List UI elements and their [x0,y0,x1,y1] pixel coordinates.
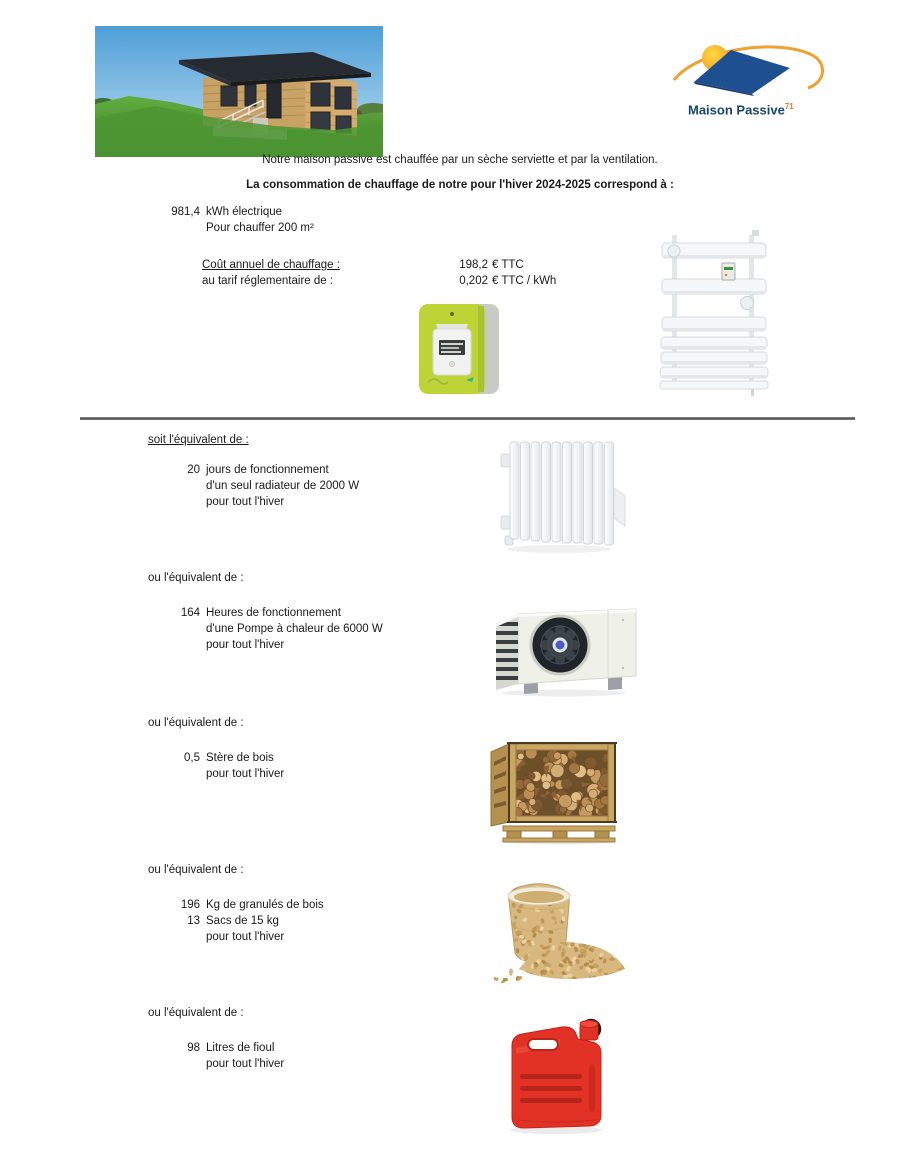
equivalence-text: d'un seul radiateur de 2000 W [206,480,360,492]
consumption-value: 981,4 [171,206,200,218]
equivalence-row [0,750,284,766]
equivalence-row [0,637,383,653]
equivalence-text: Litres de fioul [206,1042,275,1054]
tariff-label: au tarif réglementaire de : [202,275,334,287]
equivalence-text: pour tout l'hiver [206,931,285,943]
towel-radiator [652,227,777,398]
equivalence-rows [0,1040,284,1072]
equivalence-section-radiator [0,432,359,510]
consumption-block [0,204,314,236]
equivalence-rows [0,605,383,653]
heat-pump-image [490,600,640,697]
cost-value: 198,2 [459,259,488,271]
firewood-illustration [483,730,628,845]
equivalence-row [0,913,324,929]
equivalence-rows [0,462,359,510]
heading-line: La consommation de chauffage de notre pour l'hiver 2024-2025 correspond à : [246,179,674,191]
equivalence-row [0,478,359,494]
firewood-image [483,730,628,845]
consumption-unit: kWh électrique [206,206,283,218]
logo-text [688,99,835,118]
equivalence-row [0,462,359,478]
equivalence-text: pour tout l'hiver [206,1058,285,1070]
logo-brand: Maison Passive [688,102,785,118]
equivalence-section-firewood [0,715,284,782]
linky-meter-image [416,302,502,397]
consumption-area: Pour chauffer 200 m² [206,222,314,234]
equivalence-value: 164 [180,607,200,619]
equivalence-rows [0,897,324,945]
pellets-image [485,875,630,983]
equivalence-text: Kg de granulés de bois [206,899,324,911]
cost-label: Coût annuel de chauffage : [202,259,340,271]
equivalence-text: d'une Pompe à chaleur de 6000 W [206,623,383,635]
cost-row [202,257,556,273]
equivalence-value: 20 [187,464,200,476]
equivalence-rows [0,750,284,782]
towel-radiator-image [652,227,777,398]
equivalence-value: 196 [180,899,200,911]
section-divider [80,417,855,420]
linky-meter [416,302,502,397]
consumption-row [0,204,314,220]
equivalence-value: 0,5 [184,752,200,764]
house-photo-image [95,26,383,157]
fuel-can-image [498,1012,618,1134]
logo-superscript: 71 [784,102,794,111]
equivalence-text: pour tout l'hiver [206,768,285,780]
equivalence-row [0,1056,284,1072]
equivalence-row [0,605,383,621]
equivalence-value: 98 [187,1042,200,1054]
equivalence-heading: ou l'équivalent de : [148,717,244,729]
fuel-can-illustration [498,1012,618,1134]
equivalence-heading: ou l'équivalent de : [148,864,244,876]
cost-block [202,257,556,289]
equivalence-text: Stère de bois [206,752,274,764]
equivalence-text: Heures de fonctionnement [206,607,341,619]
pellets-illustration [485,875,630,983]
equivalence-row [0,766,284,782]
equivalence-row [0,1040,284,1056]
radiator-illustration [497,436,627,556]
equivalence-value: 13 [187,915,200,927]
house-photo [95,26,383,157]
cost-unit: € TTC [492,259,524,271]
equivalence-text: jours de fonctionnement [206,464,329,476]
consumption-row [0,220,314,236]
maison-passive-logo [668,38,835,122]
radiator-image [497,436,627,556]
equivalence-text: Sacs de 15 kg [206,915,279,927]
equivalence-section-fuel [0,1005,284,1072]
equivalence-heading: ou l'équivalent de : [148,1007,244,1019]
equivalence-section-heat-pump [0,570,383,653]
heat-pump-illustration [490,600,640,697]
equivalence-row [0,897,324,913]
equivalence-row [0,929,324,945]
equivalence-row [0,621,383,637]
tariff-value: 0,202 [459,275,488,287]
cost-row [202,273,556,289]
tariff-unit: € TTC / kWh [492,275,557,287]
equivalence-heading: ou l'équivalent de : [148,572,244,584]
intro-line: Notre maison passive est chauffée par un sèche serviette et par la ventilation. [262,154,658,166]
equivalence-text: pour tout l'hiver [206,639,285,651]
maison-passive-logo-graphic [668,38,835,98]
equivalence-text: pour tout l'hiver [206,496,285,508]
equivalence-heading: soit l'équivalent de : [148,434,249,446]
equivalence-row [0,494,359,510]
equivalence-section-pellets [0,862,324,945]
